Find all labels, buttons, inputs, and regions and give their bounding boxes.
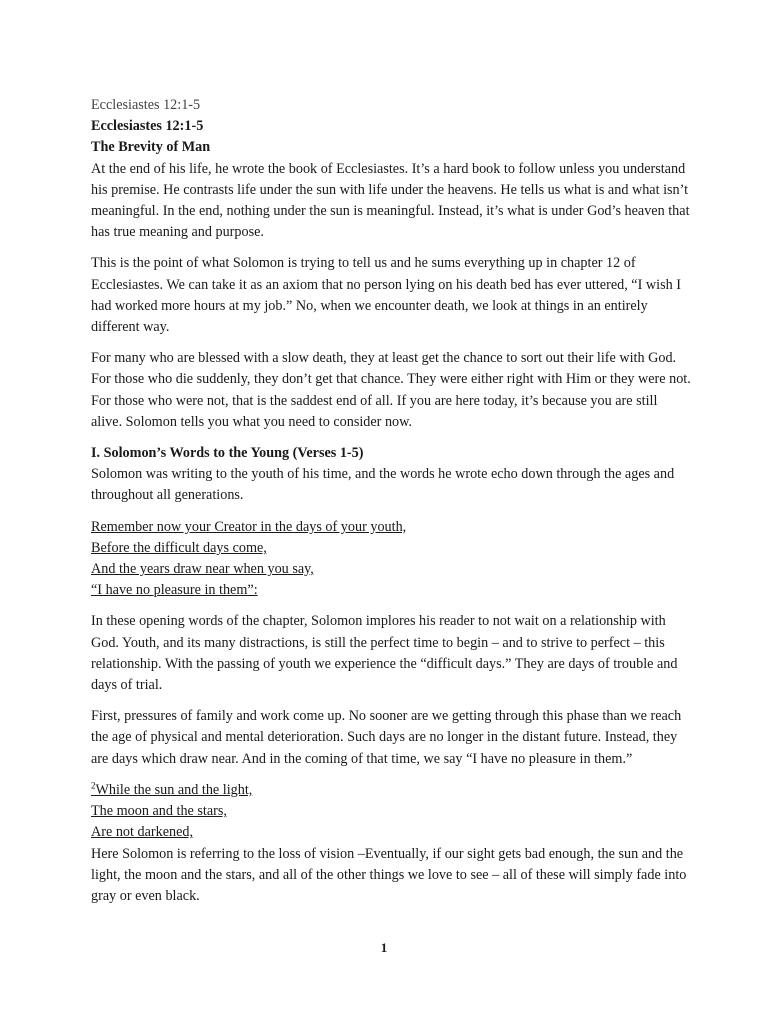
document-subtitle: The Brevity of Man: [91, 139, 211, 156]
verse-1-block: [91, 517, 691, 602]
verse-2-block: [91, 780, 691, 844]
document-title: Ecclesiastes 12:1-5: [91, 118, 204, 135]
verse-line: The moon and the stars,: [91, 803, 227, 820]
verse-line: Before the difficult days come,: [91, 539, 267, 556]
paragraph-pressures: First, pressures of family and work come up. No sooner are we getting through this phase than we reach the age of physical and mental deterioration. Such days are no longer in the distant future. Instead, they are days which draw near. And in the coming of that time, we say “I have no pleasure in them.”: [91, 708, 682, 767]
section-heading: I. Solomon’s Words to the Young (Verses 1-5): [91, 445, 364, 462]
paragraph-opening-words: In these opening words of the chapter, Solomon implores his reader to not wait on a relationship with God. Youth, and its many distractions, is still the perfect time to begin – and to strive to perfect – this relationship. With the passing of youth we experience the “difficult days.” They are days of trouble and days of trial.: [91, 613, 678, 694]
document-page: [91, 95, 691, 907]
verse-number: 2: [91, 780, 96, 791]
paragraph-vision: Here Solomon is referring to the loss of vision –Eventually, if our sight gets bad enough, the sun and the light, the moon and the stars, and all of the other things we love to see – all of these will simply fade into gray or even black.: [91, 845, 687, 904]
paragraph-axiom: This is the point of what Solomon is trying to tell us and he sums everything up in chapter 12 of Ecclesiastes. We can take it as an axiom that no person lying on his death bed has ever uttered, “I wish I had worked more hours at my job.” No, when we encounter death, we look at things in an entirely different way.: [91, 255, 681, 336]
verse-line: “I have no pleasure in them”:: [91, 582, 258, 599]
verse-line: Remember now your Creator in the days of your youth,: [91, 518, 407, 535]
scripture-reference: Ecclesiastes 12:1-5: [91, 97, 201, 113]
verse-line: Are not darkened,: [91, 824, 194, 841]
paragraph-slow-death: For many who are blessed with a slow death, they at least get the chance to sort out their life with God. For those who die suddenly, they don’t get that chance. They were either right with Him or they were not. For those who were not, that is the saddest end of all. If you are here today, it’s because you are still alive. Solomon tells you what you need to consider now.: [91, 350, 691, 430]
verse-line: [91, 780, 691, 801]
verse-line-text: While the sun and the light,: [95, 781, 253, 798]
section-intro: Solomon was writing to the youth of his time, and the words he wrote echo down through the ages and throughout all generations.: [91, 466, 675, 504]
paragraph-intro: At the end of his life, he wrote the book of Ecclesiastes. It’s a hard book to follow unless you understand his premise. He contrasts life under the sun with life under the heavens. He tells us what is and what isn’t meaningful. In the end, nothing under the sun is meaningful. Instead, it’s what is under God’s heaven that has true meaning and purpose.: [91, 160, 690, 241]
page-number: 1: [380, 940, 388, 955]
verse-line: And the years draw near when you say,: [91, 561, 314, 578]
